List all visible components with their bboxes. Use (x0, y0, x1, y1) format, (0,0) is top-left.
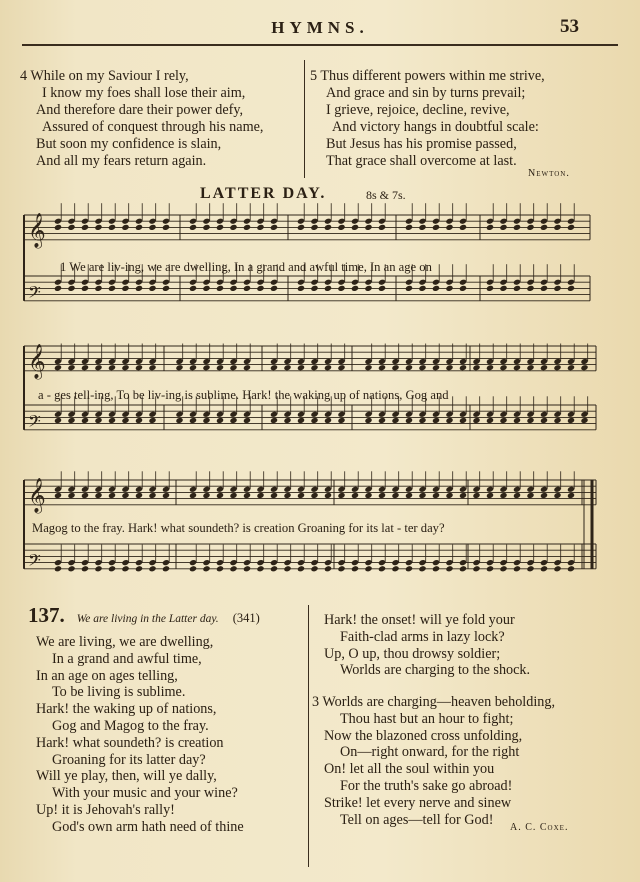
note-head (472, 417, 480, 424)
note-head (229, 364, 237, 371)
note-head (499, 565, 507, 572)
note-head (553, 417, 561, 424)
note-head (229, 417, 237, 424)
note-head (445, 417, 453, 424)
note-head (54, 417, 62, 424)
note-head (283, 417, 291, 424)
verse-line: Hark! the waking up of nations, (36, 701, 217, 718)
note-head (94, 364, 102, 371)
note-head (418, 565, 426, 572)
note-head (486, 565, 494, 572)
note-head (418, 224, 426, 231)
note-head (418, 417, 426, 424)
note-head (567, 364, 575, 371)
note-head (540, 492, 548, 499)
note-head (580, 417, 588, 424)
note-head (378, 224, 386, 231)
note-head (297, 417, 305, 424)
hymn-verse-3 (312, 694, 555, 828)
note-head (81, 224, 89, 231)
note-head (526, 417, 534, 424)
note-head (513, 364, 521, 371)
hymn-verse-2 (324, 612, 530, 679)
note-head (310, 417, 318, 424)
note-head (378, 565, 386, 572)
note-head (108, 224, 116, 231)
note-head (364, 417, 372, 424)
note-head (405, 285, 413, 292)
verse-line: I know my foes shall lose their aim, (42, 85, 246, 101)
note-head (67, 285, 75, 292)
bass-clef: 𝄢 (28, 281, 41, 306)
verse-line: Groaning for its latter day? (52, 751, 206, 768)
note-head (432, 417, 440, 424)
note-head (526, 492, 534, 499)
note-head (351, 285, 359, 292)
note-head (324, 364, 332, 371)
note-head (270, 417, 278, 424)
note-head (405, 492, 413, 499)
note-head (67, 565, 75, 572)
note-head (459, 492, 467, 499)
note-head (337, 417, 345, 424)
note-head (229, 492, 237, 499)
note-head (81, 565, 89, 572)
bass-clef: 𝄢 (28, 549, 41, 574)
note-head (121, 417, 129, 424)
note-head (148, 285, 156, 292)
note-head (324, 417, 332, 424)
note-head (432, 565, 440, 572)
note-head (54, 565, 62, 572)
note-head (270, 285, 278, 292)
verse-line: On—right onward, for the right (340, 744, 520, 761)
verse-line: And therefore dare their power defy, (36, 102, 244, 118)
note-head (351, 224, 359, 231)
note-head (445, 364, 453, 371)
note-head (297, 224, 305, 231)
note-head (270, 364, 278, 371)
note-head (54, 224, 62, 231)
note-head (513, 417, 521, 424)
note-head (216, 565, 224, 572)
note-head (202, 565, 210, 572)
note-head (310, 492, 318, 499)
note-head (229, 285, 237, 292)
note-head (270, 492, 278, 499)
note-head (472, 492, 480, 499)
note-head (553, 224, 561, 231)
note-head (189, 492, 197, 499)
note-head (283, 364, 291, 371)
verse-line: We are living, we are dwelling, (36, 634, 214, 650)
note-head (162, 224, 170, 231)
note-head (472, 565, 480, 572)
author-credit: Newton. (528, 168, 570, 179)
note-head (540, 417, 548, 424)
note-head (567, 417, 575, 424)
note-head (459, 364, 467, 371)
verse-line: On! let all the soul within you (324, 761, 495, 778)
note-head (202, 224, 210, 231)
note-head (54, 492, 62, 499)
hymn-reference: (341) (232, 611, 260, 625)
note-head (405, 565, 413, 572)
verse-line: And victory hangs in doubtful scale: (332, 119, 539, 135)
note-head (243, 492, 251, 499)
note-head (526, 364, 534, 371)
note-head (216, 417, 224, 424)
note-head (202, 285, 210, 292)
note-head (337, 285, 345, 292)
note-head (567, 285, 575, 292)
note-head (121, 285, 129, 292)
music-lyric-line: 1 We are liv-ing, we are dwelling, In a grand and awful time, In an age on (60, 260, 432, 274)
verse-line: Thou hast but an hour to fight; (340, 710, 514, 727)
verse-line: Assured of conquest through his name, (42, 119, 264, 135)
note-head (310, 364, 318, 371)
note-head (337, 224, 345, 231)
note-head (526, 285, 534, 292)
note-head (499, 417, 507, 424)
tune-meter: 8s & 7s. (366, 188, 406, 202)
note-head (310, 565, 318, 572)
note-head (54, 364, 62, 371)
note-head (391, 364, 399, 371)
note-head (378, 285, 386, 292)
note-head (135, 565, 143, 572)
note-head (486, 224, 494, 231)
note-head (364, 224, 372, 231)
note-head (513, 492, 521, 499)
note-head (310, 285, 318, 292)
hymn-heading (28, 603, 260, 628)
note-head (297, 565, 305, 572)
hymn-verse-1 (36, 634, 244, 836)
verse-number: 5 (310, 68, 318, 84)
note-head (499, 285, 507, 292)
verse-line: But soon my confidence is slain, (36, 136, 222, 152)
note-head (175, 364, 183, 371)
note-head (540, 285, 548, 292)
note-head (216, 492, 224, 499)
note-head (108, 492, 116, 499)
note-head (459, 417, 467, 424)
verse-number: 4 (20, 68, 28, 84)
note-head (580, 364, 588, 371)
note-head (94, 492, 102, 499)
verse-line: That grace shall overcome at last. (326, 153, 517, 169)
note-head (526, 224, 534, 231)
note-head (229, 224, 237, 231)
verse-line: In an age on ages telling, (36, 667, 178, 684)
note-head (216, 364, 224, 371)
music-lyric-line: Magog to the fray. Hark! what soundeth? is creation Groaning for its lat - ter day? (32, 521, 445, 535)
note-head (513, 285, 521, 292)
note-head (337, 565, 345, 572)
note-head (378, 492, 386, 499)
verse-line: Worlds are charging—heaven beholding, (322, 694, 556, 710)
note-head (432, 492, 440, 499)
note-head (81, 364, 89, 371)
hymn-first-line: We are living in the Latter day. (76, 613, 219, 625)
note-head (567, 565, 575, 572)
note-head (202, 417, 210, 424)
note-head (405, 417, 413, 424)
note-head (94, 565, 102, 572)
note-head (108, 417, 116, 424)
note-head (486, 364, 494, 371)
column-divider (308, 605, 309, 867)
verse-line: God's own arm hath need of thine (52, 818, 244, 835)
note-head (67, 417, 75, 424)
hymn-author: A. C. Coxe. (510, 822, 569, 833)
note-head (378, 417, 386, 424)
verse-line: With your music and your wine? (52, 785, 238, 802)
note-head (81, 285, 89, 292)
note-head (108, 285, 116, 292)
note-head (256, 565, 264, 572)
note-head (337, 492, 345, 499)
note-head (297, 285, 305, 292)
note-head (364, 285, 372, 292)
note-head (540, 565, 548, 572)
note-head (486, 492, 494, 499)
note-head (297, 492, 305, 499)
note-head (432, 224, 440, 231)
note-head (243, 417, 251, 424)
page-header-title: HYMNS. (271, 18, 369, 37)
note-head (459, 285, 467, 292)
verse-number: 3 (312, 694, 320, 710)
note-head (337, 364, 345, 371)
treble-clef: 𝄞 (28, 477, 46, 513)
note-head (189, 417, 197, 424)
note-head (499, 364, 507, 371)
note-head (81, 417, 89, 424)
verse-line: Up! it is Jehovah's rally! (36, 801, 175, 818)
note-head (567, 492, 575, 499)
note-head (297, 364, 305, 371)
note-head (486, 285, 494, 292)
note-head (540, 224, 548, 231)
note-head (405, 364, 413, 371)
note-head (270, 224, 278, 231)
music-lyric-line: a - ges tell-ing, To be liv-ing is sublime. Hark! the waking up of nations, Gog and (38, 388, 449, 402)
verse-line: Worlds are charging to the shock. (340, 662, 531, 679)
note-head (135, 492, 143, 499)
note-head (499, 492, 507, 499)
note-head (108, 364, 116, 371)
note-head (364, 492, 372, 499)
note-head (391, 417, 399, 424)
note-head (324, 285, 332, 292)
note-head (310, 224, 318, 231)
note-head (243, 364, 251, 371)
note-head (108, 565, 116, 572)
note-head (148, 565, 156, 572)
note-head (418, 492, 426, 499)
note-head (270, 565, 278, 572)
note-head (229, 565, 237, 572)
note-head (432, 285, 440, 292)
treble-clef: 𝄞 (28, 212, 46, 248)
verse-line: While on my Saviour I rely, (30, 68, 189, 84)
note-head (243, 285, 251, 292)
note-head (54, 285, 62, 292)
note-head (121, 492, 129, 499)
note-head (351, 492, 359, 499)
note-head (243, 224, 251, 231)
hymn-number: 137. (28, 603, 65, 627)
bass-clef: 𝄢 (28, 410, 41, 435)
note-head (283, 565, 291, 572)
note-head (553, 492, 561, 499)
note-head (486, 417, 494, 424)
note-head (135, 285, 143, 292)
verse-line: Tell on ages—tell for God! (340, 811, 494, 828)
note-head (553, 565, 561, 572)
note-head (135, 224, 143, 231)
note-head (391, 565, 399, 572)
verse-line: I grieve, rejoice, decline, revive, (326, 102, 510, 118)
verse-line: And grace and sin by turns prevail; (326, 85, 526, 101)
note-head (135, 364, 143, 371)
note-head (526, 565, 534, 572)
note-head (121, 565, 129, 572)
note-head (324, 492, 332, 499)
note-head (94, 224, 102, 231)
note-head (148, 224, 156, 231)
verse-line: Gog and Magog to the fray. (52, 717, 209, 734)
note-head (391, 492, 399, 499)
note-head (121, 364, 129, 371)
note-head (202, 492, 210, 499)
note-head (445, 492, 453, 499)
note-head (418, 364, 426, 371)
verse-line: Hark! what soundeth? is creation (36, 734, 224, 751)
note-head (459, 565, 467, 572)
note-head (189, 285, 197, 292)
note-head (432, 364, 440, 371)
note-head (243, 565, 251, 572)
note-head (513, 224, 521, 231)
verse-line: Strike! let every nerve and sinew (324, 794, 512, 811)
page-number: 53 (560, 16, 579, 37)
verse-line: In a grand and awful time, (52, 650, 202, 667)
note-head (256, 492, 264, 499)
note-head (364, 565, 372, 572)
note-head (472, 364, 480, 371)
note-head (121, 224, 129, 231)
verse-line: Will ye play, then, will ye dally, (36, 768, 217, 785)
note-head (202, 364, 210, 371)
verse-line: Now the blazoned cross unfolding, (324, 727, 523, 744)
note-head (418, 285, 426, 292)
note-head (256, 285, 264, 292)
note-head (567, 224, 575, 231)
note-head (445, 224, 453, 231)
note-head (445, 565, 453, 572)
tune-title: LATTER DAY. (200, 185, 327, 202)
note-head (94, 285, 102, 292)
verse-line: Hark! the onset! will ye fold your (324, 612, 515, 628)
note-head (405, 224, 413, 231)
note-head (499, 224, 507, 231)
note-head (175, 417, 183, 424)
note-head (81, 492, 89, 499)
verse-line: Up, O up, thou drowsy soldier; (324, 645, 501, 662)
note-head (324, 565, 332, 572)
note-head (324, 224, 332, 231)
note-head (162, 492, 170, 499)
note-head (189, 224, 197, 231)
note-head (553, 364, 561, 371)
note-head (162, 285, 170, 292)
note-head (148, 417, 156, 424)
note-head (67, 224, 75, 231)
note-head (351, 565, 359, 572)
note-head (189, 565, 197, 572)
note-head (216, 224, 224, 231)
note-head (189, 364, 197, 371)
note-head (364, 364, 372, 371)
note-head (94, 417, 102, 424)
note-head (283, 492, 291, 499)
note-head (148, 364, 156, 371)
note-head (540, 364, 548, 371)
verse-line: But Jesus has his promise passed, (326, 136, 517, 152)
note-head (67, 364, 75, 371)
note-head (148, 492, 156, 499)
verse-line: And all my fears return again. (36, 153, 207, 169)
note-head (378, 364, 386, 371)
note-head (513, 565, 521, 572)
verse-line: To be living is sublime. (52, 684, 186, 701)
verse-line: Thus different powers within me strive, (320, 68, 545, 84)
note-head (459, 224, 467, 231)
verse-line: Faith-clad arms in lazy lock? (340, 628, 505, 645)
note-head (256, 224, 264, 231)
note-head (553, 285, 561, 292)
note-head (67, 492, 75, 499)
note-head (135, 417, 143, 424)
note-head (445, 285, 453, 292)
treble-clef: 𝄞 (28, 343, 46, 379)
note-head (162, 565, 170, 572)
verse-line: For the truth's sake go abroad! (340, 777, 513, 794)
note-head (216, 285, 224, 292)
